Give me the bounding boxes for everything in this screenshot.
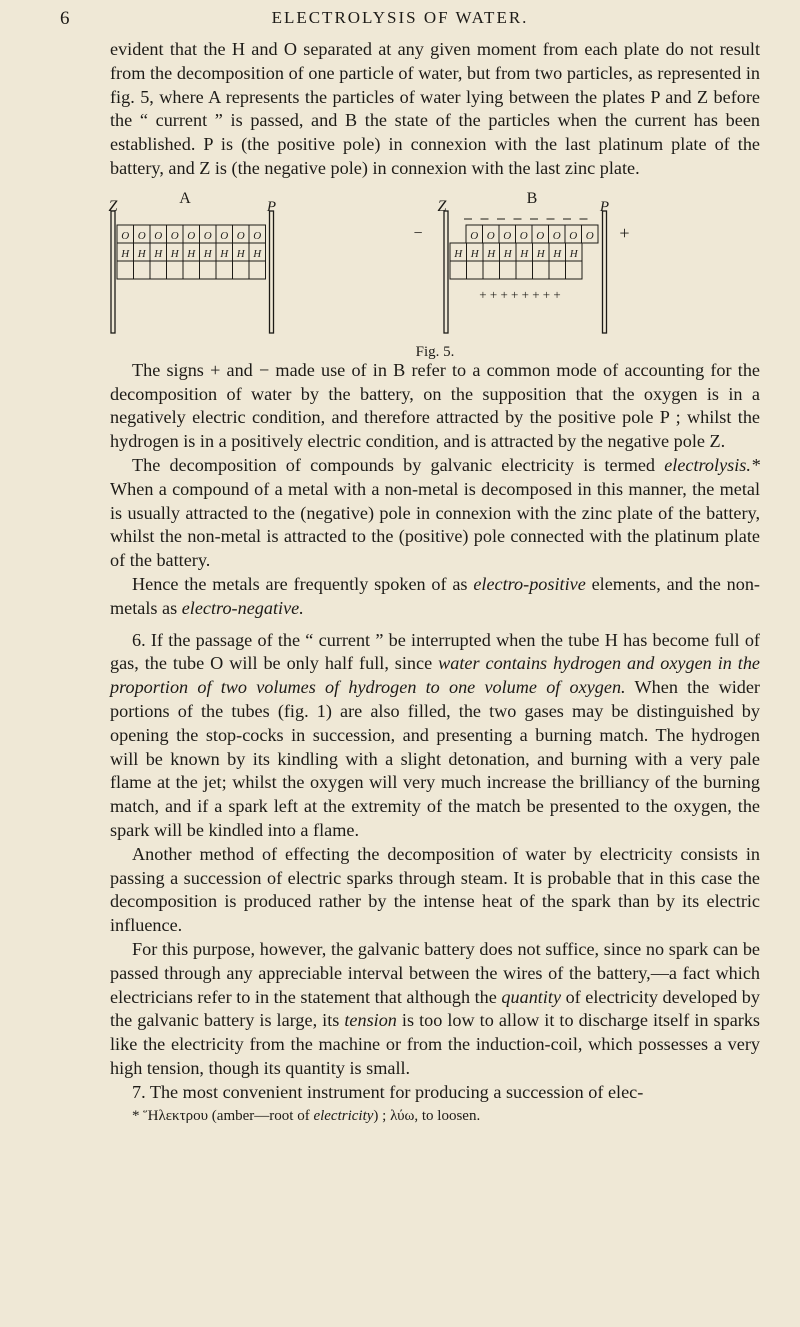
page-number: 6: [60, 8, 70, 29]
term-electrolysis: electrolysis.*: [664, 454, 760, 475]
hydrogen-label-a: H: [154, 247, 163, 260]
oxygen-label-a: O: [236, 229, 245, 242]
paragraph-section-6: [110, 629, 760, 843]
hydrogen-label-a: H: [187, 247, 196, 260]
term-electro-negative: electro-negative.: [181, 597, 304, 618]
hydrogen-label-a: H: [220, 247, 229, 260]
hydrogen-cell-a2: [216, 261, 233, 279]
hydrogen-label-a: H: [203, 247, 212, 260]
minus-sign-b: −: [413, 224, 423, 242]
text-run: For this purpose, however, the galvanic battery does not suffice, since no spark can be passed through any appreciable interval between the wires of the battery,—a fact which electricians refer to in the statement that although the: [110, 938, 760, 1007]
hydrogen-label-b: H: [536, 247, 545, 260]
text-run: is too low to allow it to discharge itself in sparks like the electricity from the machine or from the induction-coil, which possesses a very high tension, though its quantity is small.: [110, 1010, 760, 1078]
oxygen-label-a: O: [253, 229, 262, 242]
text-run: * Ἥλεκτρου (amber—root of: [132, 1108, 314, 1125]
hydrogen-label-b: H: [487, 247, 496, 260]
plus-sign-b: +: [619, 222, 630, 243]
oxygen-label-a: O: [137, 229, 146, 242]
hydrogen-label-a: H: [137, 247, 146, 260]
label-p-b: P: [599, 198, 610, 215]
plate-z-b: [444, 211, 448, 333]
hydrogen-cell-b2: [467, 261, 484, 279]
hydrogen-label-b: H: [553, 247, 562, 260]
hydrogen-cell-b2: [483, 261, 500, 279]
oxygen-label-b: O: [536, 229, 545, 242]
hydrogen-cell-b2: [516, 261, 533, 279]
hydrogen-cell-a2: [200, 261, 217, 279]
label-p-a: P: [266, 198, 277, 215]
text-run: The decomposition of compounds by galvanic electricity is termed: [132, 454, 665, 475]
hydrogen-cell-a2: [183, 261, 200, 279]
hydrogen-cell-a2: [249, 261, 266, 279]
oxygen-label-b: O: [486, 229, 495, 242]
oxygen-label-a: O: [121, 229, 130, 242]
hydrogen-cell-b2: [566, 261, 583, 279]
hydrogen-cell-a2: [233, 261, 250, 279]
text-run: elements, and the non-metals as: [110, 573, 760, 618]
oxygen-label-a: O: [154, 229, 163, 242]
paragraph-section-7: 7. The most convenient instrument for producing a succession of elec-: [132, 1081, 644, 1102]
hydrogen-cell-a2: [150, 261, 167, 279]
oxygen-label-b: O: [470, 229, 479, 242]
oxygen-label-b: O: [519, 229, 528, 242]
oxygen-label-b: O: [569, 229, 578, 242]
hydrogen-label-a: H: [170, 247, 179, 260]
text-run: Hence the metals are frequently spoken of as: [132, 573, 474, 594]
term-electro-positive: electro-positive: [473, 573, 586, 594]
hydrogen-label-a: H: [236, 247, 245, 260]
oxygen-label-b: O: [503, 229, 512, 242]
hydrogen-label-b: H: [520, 247, 529, 260]
text-run: When the wider portions of the tubes (fig. 1) are also filled, the two gases may be distinguished by opening the stop-cocks in succession, and presenting a burning match. The hydrogen will be known by its kindling with a slight detonation, and burning with a very pale flame at the jet; whilst the oxygen will very much increase the brilliancy of the burning match, and if a spark left at the extremity of the match be presented to the oxygen, the spark will be kindled into a flame.: [110, 677, 760, 840]
hydrogen-cell-b2: [450, 261, 467, 279]
hydrogen-cell-a2: [117, 261, 134, 279]
hydrogen-label-b: H: [470, 247, 479, 260]
paragraph-electrolysis: [110, 454, 760, 573]
label-z-b: Z: [437, 197, 447, 215]
paragraph-electro-positive: [110, 573, 760, 621]
page-header: [0, 8, 800, 32]
paragraph-tension: [110, 938, 760, 1081]
label-z-a: Z: [108, 197, 118, 215]
oxygen-label-b: O: [585, 229, 594, 242]
page-body: [110, 38, 760, 1126]
figure-5: [110, 181, 760, 359]
hydrogen-label-a: H: [121, 247, 130, 260]
hydrogen-label-a: H: [253, 247, 262, 260]
oxygen-label-b: O: [552, 229, 561, 242]
figure-caption: Fig. 5.: [415, 343, 455, 360]
footnote: [110, 1106, 760, 1126]
paragraph-signs: The signs + and − made use of in B refer to a common mode of accounting for the decomposition of water by the battery, on the supposition that the oxygen is in a negatively electric condition, and therefore attracted by the positive pole P ; whilst the hydrogen is in a positively electric condition, and is attracted by the negative pole Z.: [110, 359, 760, 452]
term-quantity: quantity: [501, 986, 562, 1007]
oxygen-label-a: O: [220, 229, 229, 242]
hydrogen-label-b: H: [454, 247, 463, 260]
hydrogen-cell-b2: [549, 261, 566, 279]
oxygen-label-a: O: [187, 229, 196, 242]
hydrogen-label-b: H: [503, 247, 512, 260]
text-run: When a compound of a metal with a non-metal is decomposed in this manner, the metal is usually attracted to the (negative) pole in connexion with the zinc plate of the battery, whilst the non-metal is attracted to the (positive) pole connected with the platinum plate of the battery.: [110, 478, 760, 571]
plate-z-a: [111, 211, 115, 333]
plate-p-a: [270, 211, 274, 333]
emphasis-proportion: water contains hydrogen and oxygen in the proportion of two volumes of hydrogen to one volume of oxygen.: [110, 653, 760, 698]
paragraph-intro: evident that the H and O separated at any given moment from each plate do not result from the decomposition of one particle of water, but from two particles, as represented in fig. 5, where A represents the particles of water lying between the plates P and Z before the “ current ” is passed, and B the state of the particles when the current has been established. P is (the positive pole) in connexion with the last platinum plate of the battery, and Z is (the negative pole) in connexion with the last zinc plate.: [110, 39, 760, 178]
plate-p-b: [603, 211, 607, 333]
hydrogen-cell-a2: [167, 261, 184, 279]
hydrogen-cell-b2: [500, 261, 517, 279]
plus-row-b: + + + + + + + +: [479, 286, 561, 302]
label-a: A: [179, 189, 191, 207]
oxygen-label-a: O: [170, 229, 179, 242]
text-run: of electricity developed by the galvanic battery is large, its: [110, 986, 760, 1031]
text-run: 6. If the passage of the “ current ” be interrupted when the tube H has become full of gas, the tube O will be only half full, since: [110, 629, 760, 674]
oxygen-label-a: O: [203, 229, 212, 242]
term-tension: tension: [344, 1010, 397, 1031]
hydrogen-cell-b2: [533, 261, 550, 279]
figure-5-diagram: [110, 181, 760, 341]
paragraph-sparks: Another method of effecting the decomposition of water by electricity consists in passing a succession of electric sparks through steam. It is probable that in this case the decomposition is produced rather by the intense heat of the spark than by its electric influence.: [110, 843, 760, 936]
text-run: ) ; λύω, to loosen.: [373, 1108, 481, 1125]
term-electricity: electricity: [313, 1108, 374, 1125]
label-b: B: [526, 189, 538, 207]
running-head: ELECTROLYSIS OF WATER.: [271, 8, 529, 27]
hydrogen-cell-a2: [134, 261, 151, 279]
hydrogen-label-b: H: [569, 247, 578, 260]
